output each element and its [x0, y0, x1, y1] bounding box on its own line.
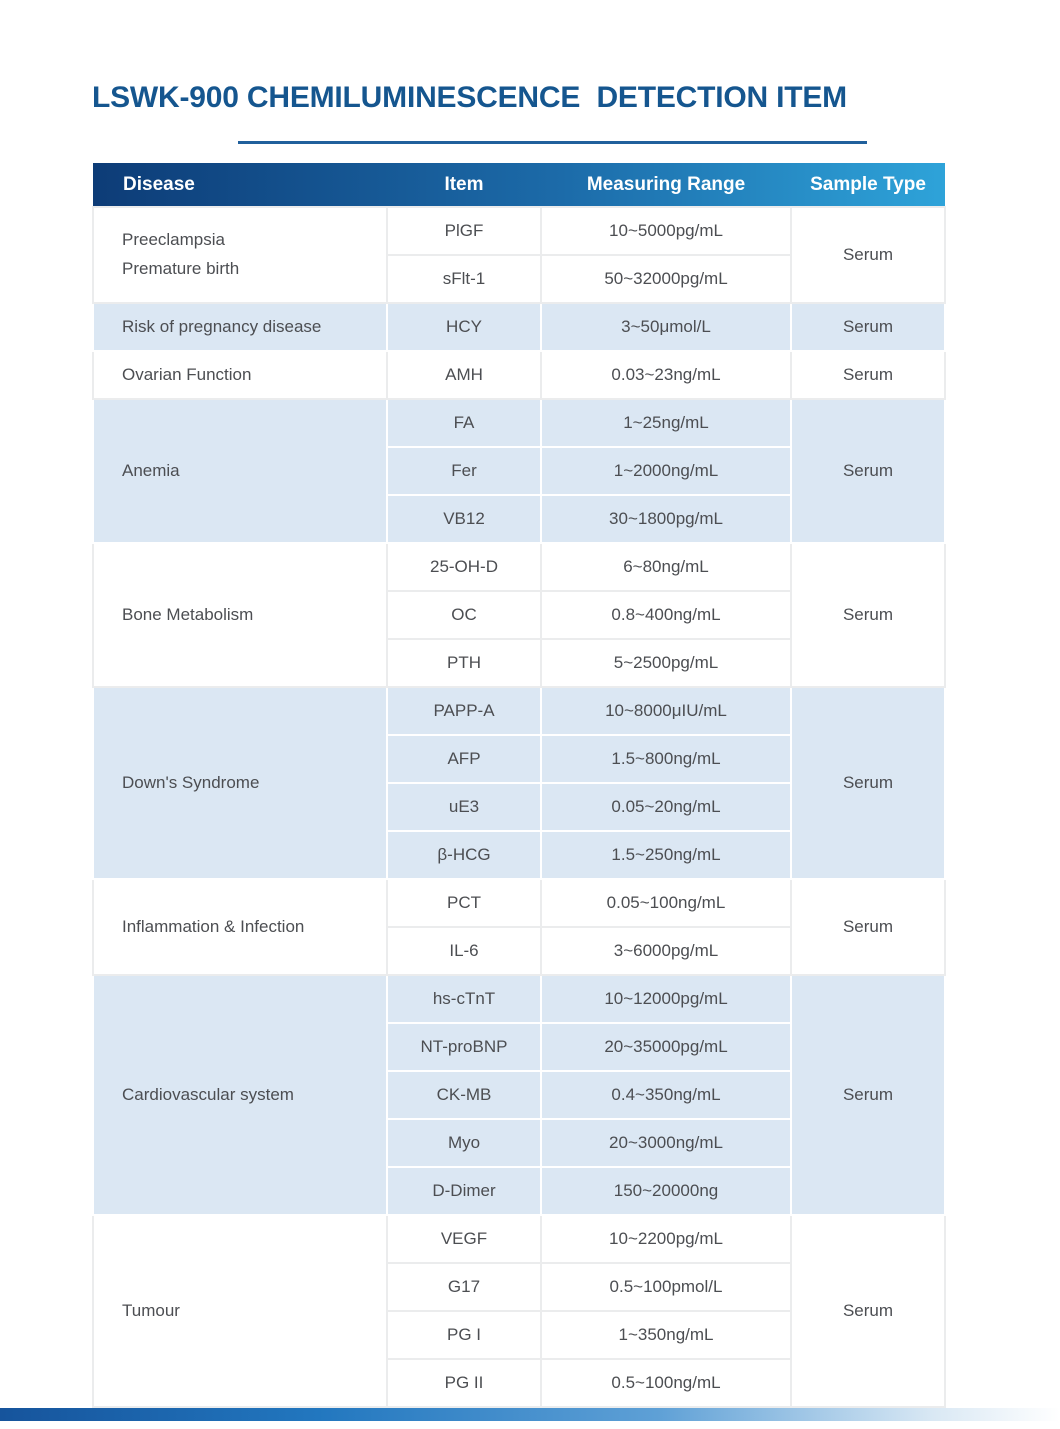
- sample-cell: Serum: [791, 1215, 945, 1407]
- sample-cell: Serum: [791, 687, 945, 879]
- item-cell: Fer: [387, 447, 541, 495]
- item-cell: uE3: [387, 783, 541, 831]
- range-cell: 10~2200pg/mL: [541, 1215, 791, 1263]
- item-cell: Myo: [387, 1119, 541, 1167]
- sample-cell: Serum: [791, 303, 945, 351]
- item-cell: IL-6: [387, 927, 541, 975]
- title-underline: [238, 141, 867, 144]
- range-cell: 10~5000pg/mL: [541, 207, 791, 255]
- item-cell: sFlt-1: [387, 255, 541, 303]
- range-cell: 20~3000ng/mL: [541, 1119, 791, 1167]
- range-cell: 1~25ng/mL: [541, 399, 791, 447]
- sample-cell: Serum: [791, 879, 945, 975]
- range-cell: 1~2000ng/mL: [541, 447, 791, 495]
- range-cell: 0.03~23ng/mL: [541, 351, 791, 399]
- range-cell: 0.5~100pmol/L: [541, 1263, 791, 1311]
- detection-items-table: [92, 163, 946, 1408]
- column-header-disease: Disease: [123, 173, 195, 195]
- range-cell: 3~6000pg/mL: [541, 927, 791, 975]
- item-cell: PCT: [387, 879, 541, 927]
- table-row: [93, 1215, 945, 1263]
- item-cell: hs-cTnT: [387, 975, 541, 1023]
- sample-cell: Serum: [791, 543, 945, 687]
- item-cell: VB12: [387, 495, 541, 543]
- item-cell: PG I: [387, 1311, 541, 1359]
- disease-line: Premature birth: [122, 259, 240, 278]
- range-cell: 1~350ng/mL: [541, 1311, 791, 1359]
- item-cell: AFP: [387, 735, 541, 783]
- disease-cell: Down's Syndrome: [93, 687, 387, 879]
- sample-cell: Serum: [791, 975, 945, 1215]
- item-cell: 25-OH-D: [387, 543, 541, 591]
- footer-accent-bar: [0, 1408, 1060, 1421]
- disease-cell: Cardiovascular system: [93, 975, 387, 1215]
- range-cell: 10~12000pg/mL: [541, 975, 791, 1023]
- table-header: [93, 163, 945, 207]
- table-row: [93, 351, 945, 399]
- disease-cell: Inflammation & Infection: [93, 879, 387, 975]
- table-row: [93, 207, 945, 255]
- sample-cell: Serum: [791, 399, 945, 543]
- item-cell: D-Dimer: [387, 1167, 541, 1215]
- item-cell: AMH: [387, 351, 541, 399]
- disease-line: Preeclampsia: [122, 230, 225, 250]
- item-cell: PG II: [387, 1359, 541, 1407]
- table-row: [93, 687, 945, 735]
- disease-cell: Tumour: [93, 1215, 387, 1407]
- range-cell: 0.8~400ng/mL: [541, 591, 791, 639]
- item-cell: OC: [387, 591, 541, 639]
- item-cell: PlGF: [387, 207, 541, 255]
- range-cell: 150~20000ng: [541, 1167, 791, 1215]
- range-cell: 0.5~100ng/mL: [541, 1359, 791, 1407]
- sample-cell: Serum: [791, 351, 945, 399]
- disease-cell: Bone Metabolism: [93, 543, 387, 687]
- item-cell: PAPP-A: [387, 687, 541, 735]
- disease-cell: [93, 207, 387, 303]
- item-cell: β-HCG: [387, 831, 541, 879]
- disease-cell: Anemia: [93, 399, 387, 543]
- disease-cell: Risk of pregnancy disease: [93, 303, 387, 351]
- range-cell: 0.4~350ng/mL: [541, 1071, 791, 1119]
- item-cell: FA: [387, 399, 541, 447]
- sample-cell: Serum: [791, 207, 945, 303]
- page-title: LSWK-900 CHEMILUMINESCENCE DETECTION ITEM: [92, 81, 847, 114]
- item-cell: VEGF: [387, 1215, 541, 1263]
- item-cell: G17: [387, 1263, 541, 1311]
- table-row: [93, 303, 945, 351]
- range-cell: 1.5~800ng/mL: [541, 735, 791, 783]
- table-row: [93, 975, 945, 1023]
- range-cell: 6~80ng/mL: [541, 543, 791, 591]
- table-row: [93, 399, 945, 447]
- item-cell: HCY: [387, 303, 541, 351]
- table-row: [93, 543, 945, 591]
- disease-cell: Ovarian Function: [93, 351, 387, 399]
- table-row: [93, 879, 945, 927]
- item-cell: CK-MB: [387, 1071, 541, 1119]
- range-cell: 0.05~20ng/mL: [541, 783, 791, 831]
- header-row: [93, 163, 945, 207]
- range-cell: 0.05~100ng/mL: [541, 879, 791, 927]
- column-header-sample-type: Sample Type: [810, 173, 926, 195]
- range-cell: 10~8000μIU/mL: [541, 687, 791, 735]
- range-cell: 1.5~250ng/mL: [541, 831, 791, 879]
- item-cell: PTH: [387, 639, 541, 687]
- range-cell: 30~1800pg/mL: [541, 495, 791, 543]
- item-cell: NT-proBNP: [387, 1023, 541, 1071]
- range-cell: 20~35000pg/mL: [541, 1023, 791, 1071]
- column-header-item: Item: [444, 173, 484, 195]
- column-header-measuring-range: Measuring Range: [586, 173, 746, 195]
- range-cell: 50~32000pg/mL: [541, 255, 791, 303]
- range-cell: 3~50μmol/L: [541, 303, 791, 351]
- range-cell: 5~2500pg/mL: [541, 639, 791, 687]
